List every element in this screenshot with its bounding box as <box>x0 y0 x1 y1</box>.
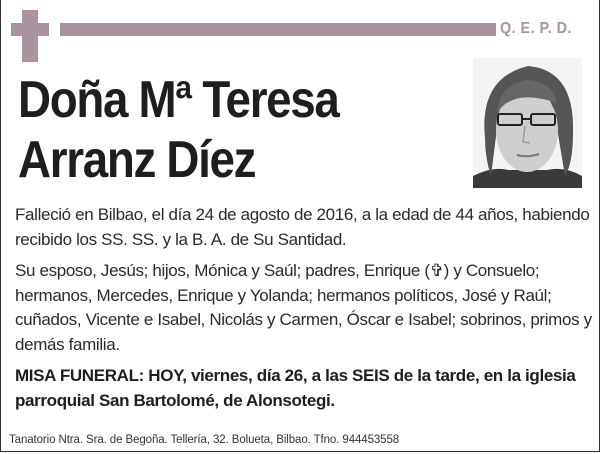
deceased-name-line1: Doña Mª Teresa <box>18 71 339 129</box>
header-rule <box>60 23 496 36</box>
death-notice-text: Falleció en Bilbao, el día 24 de agosto de 2016, a la edad de 44 años, habiendo recibido los SS. SS. y la B. A. de Su Santidad. <box>15 205 590 249</box>
family-text <box>15 259 595 357</box>
qepd-label: Q. E. P. D. <box>500 20 572 37</box>
funeral-mass-text: MISA FUNERAL: HOY, viernes, día 26, a las SEIS de la tarde, en la iglesia parroquial San Bartolomé, de Alonsotegi. <box>15 366 576 410</box>
family-text-part2: ) y Consuelo; hermanos, Mercedes, Enrique y Yolanda; hermanos políticos, José y Raúl; cuñados, Vicente e Isabel, Nicolás y Carmen, Óscar e Isabel; sobrinos, primos y demás familia. <box>15 261 592 354</box>
deceased-cross-icon: ✞ <box>429 261 444 280</box>
family-text-part1: Su esposo, Jesús; hijos, Mónica y Saúl; padres, Enrique ( <box>15 261 430 280</box>
funeral-home-info: Tanatorio Ntra. Sra. de Begoña. Tellería, 32. Bolueta, Bilbao. Tfno. 944453558 <box>9 434 400 446</box>
deceased-name-line2: Arranz Díez <box>18 131 256 189</box>
notice-body <box>15 203 595 420</box>
portrait-photo <box>473 58 582 188</box>
cross-horizontal <box>11 23 49 36</box>
cross-vertical <box>22 10 38 62</box>
portrait-image <box>473 58 582 188</box>
